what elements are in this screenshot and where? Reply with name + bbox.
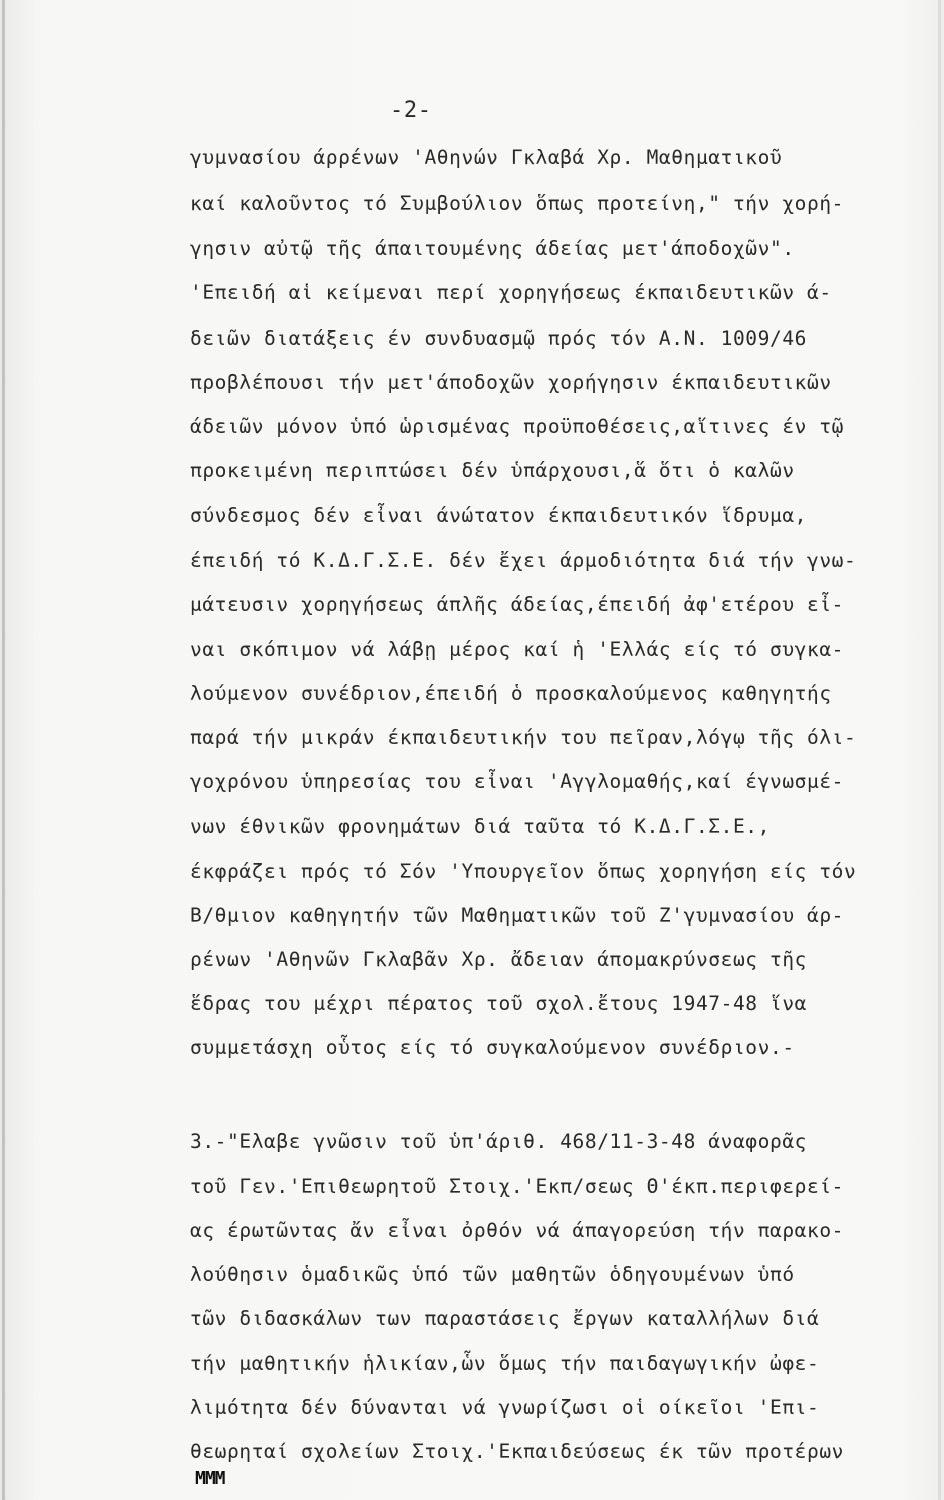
text-line: 'Επειδή αἱ κείμεναι περί χορηγήσεως έκπαιδευτικῶν ά- — [190, 281, 832, 304]
text-line: θεωρηταί σχολείων Στοιχ.'Εκπαιδεύσεως έκ τῶν προτέρων — [190, 1440, 845, 1463]
text-line: γησιν αὐτῷ τῆς άπαιτουμένης άδείας μετ'άποδοχῶν". — [190, 237, 795, 260]
text-line: 3.-"Ελαβε γνῶσιν τοῦ ὑπ'άριθ. 468/11-3-48 άναφορᾶς — [190, 1130, 807, 1153]
text-line: έπειδή τό Κ.Δ.Γ.Σ.Ε. δέν ἔχει άρμοδιότητα διά τήν γνω- — [190, 549, 857, 572]
text-line: τήν μαθητικήν ἡλικίαν,ὧν ὅμως τήν παιδαγωγικήν ὠφε- — [190, 1352, 820, 1375]
text-line: προκειμένη περιπτώσει δέν ὑπάρχουσι,ἅ ὅτι ὁ καλῶν — [190, 459, 795, 482]
text-line: ας έρωτῶντας ἄν εἶναι ὀρθόν νά άπαγορεύση τήν παρακο- — [190, 1219, 845, 1242]
right-edge-shadow — [938, 0, 941, 1500]
text-line: έκφράζει πρός τό Σόν 'Υπουργεῖον ὅπως χορηγήση είς τόν — [190, 860, 857, 883]
text-line: λούθησιν ὁμαδικῶς ὑπό τῶν μαθητῶν ὁδηγουμένων ὑπό — [190, 1263, 795, 1286]
text-line: ναι σκόπιμον νά λάβῃ μέρος καί ἡ 'Ελλάς είς τό συγκα- — [190, 638, 845, 661]
text-line: άδειῶν μόνον ὑπό ὡρισμένας προϋποθέσεις,αἵτινες έν τῷ — [190, 415, 845, 438]
text-line: λούμενον συνέδριον,έπειδή ὁ προσκαλούμενος καθηγητής — [190, 682, 832, 705]
text-line: Β/θμιον καθηγητήν τῶν Μαθηματικῶν τοῦ Ζ'γυμνασίου άρ- — [190, 904, 845, 927]
text-line: τῶν διδασκάλων των παραστάσεις ἔργων καταλλήλων διά — [190, 1307, 820, 1330]
text-line: γοχρόνου ὑπηρεσίας του εἶναι 'Αγγλομαθής,καί έγνωσμέ- — [190, 770, 845, 793]
text-line: καί καλοῦντος τό Συμβούλιον ὅπως προτείνη," τήν χορή- — [190, 192, 845, 215]
text-line: παρά τήν μικράν έκπαιδευτικήν του πεῖραν,λόγῳ τῆς όλι- — [190, 726, 857, 749]
text-line: λιμότητα δέν δύνανται νά γνωρίζωσι οἱ οίκεῖοι 'Επι- — [190, 1396, 820, 1419]
text-line: ρένων 'Αθηνῶν Γκλαβᾶν Χρ. ἄδειαν άπομακρύνσεως τῆς — [190, 948, 807, 971]
text-line: σύνδεσμος δέν εἶναι άνώτατον έκπαιδευτικόν ἵδρυμα, — [190, 504, 807, 527]
text-line: μάτευσιν χορηγήσεως άπλῆς άδείας,έπειδή ἀφ'ετέρου εἶ- — [190, 593, 845, 616]
text-line: δειῶν διατάξεις έν συνδυασμῷ πρός τόν Α.Ν. 1009/46 — [190, 327, 807, 350]
footer-mark: ΜΜΜ — [195, 1468, 225, 1489]
text-line: συμμετάσχη οὗτος είς τό συγκαλούμενον συνέδριον.- — [190, 1036, 795, 1059]
text-line: γυμνασίου άρρένων 'Αθηνών Γκλαβά Χρ. Μαθηματικοῦ — [190, 146, 783, 169]
left-binding-shadow — [2, 0, 5, 1500]
text-line: τοῦ Γεν.'Επιθεωρητοῦ Στοιχ.'Εκπ/σεως Θ'έκπ.περιφερεί- — [190, 1175, 845, 1198]
page-number: -2- — [390, 98, 432, 123]
text-line: προβλέπουσι τήν μετ'άποδοχῶν χορήγησιν έκπαιδευτικῶν — [190, 371, 832, 394]
text-line: ἕδρας του μέχρι πέρατος τοῦ σχολ.ἔτους 1947-48 ἵνα — [190, 992, 807, 1015]
text-line: νων έθνικῶν φρονημάτων διά ταῦτα τό Κ.Δ.Γ.Σ.Ε., — [190, 815, 770, 838]
